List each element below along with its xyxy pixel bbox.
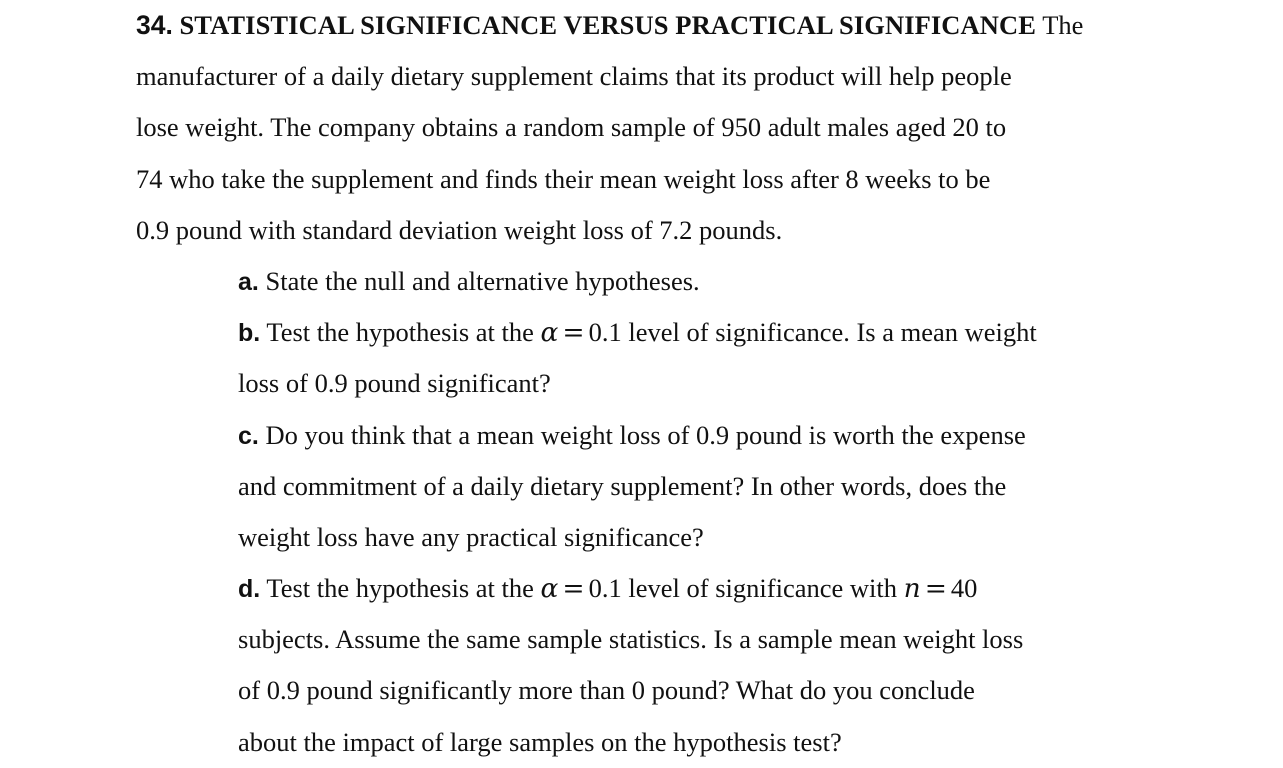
part-d-line-4: about the impact of large samples on the hypothesis test? <box>238 726 842 757</box>
part-d-text-mid: 0.1 level of significance with <box>588 573 897 604</box>
problem-intro-line-1 <box>136 0 1256 51</box>
part-c <box>136 410 1256 564</box>
part-a-text: State the null and alternative hypotheses. <box>265 265 700 296</box>
equals-sign: = <box>924 573 947 605</box>
part-b-text-pre: Test the hypothesis at the <box>266 317 534 348</box>
part-c-line-3: weight loss have any practical significance? <box>238 521 704 552</box>
intro-text-start: The <box>1042 10 1084 40</box>
part-d-line-2: subjects. Assume the same sample statistics. Is a sample mean weight loss <box>238 624 1024 655</box>
part-a <box>136 256 1256 307</box>
problem-intro-line-3: lose weight. The company obtains a random sample of 950 adult males aged 20 to <box>136 112 1007 143</box>
part-c-line-2: and commitment of a daily dietary supplement? In other words, does the <box>238 470 1007 501</box>
part-b-text-post: 0.1 level of significance. Is a mean weight <box>588 317 1037 348</box>
part-c-text-1: Do you think that a mean weight loss of 0.9 pound is worth the expense <box>265 419 1026 450</box>
problem-intro-line-4: 74 who take the supplement and finds their mean weight loss after 8 weeks to be <box>136 163 991 194</box>
part-a-letter: a. <box>238 267 259 296</box>
equals-sign: = <box>562 317 585 349</box>
alpha-symbol: α <box>540 573 559 605</box>
part-d-line-1 <box>238 563 1256 614</box>
part-a-line <box>238 256 1256 307</box>
problem-number: 34. <box>136 10 173 40</box>
problem-intro-line-5: 0.9 pound with standard deviation weight loss of 7.2 pounds. <box>136 214 783 245</box>
part-c-letter: c. <box>238 421 259 450</box>
problem-heading: STATISTICAL SIGNIFICANCE VERSUS PRACTICAL SIGNIFICANCE <box>179 10 1037 40</box>
part-d-text-post: 40 <box>950 573 978 604</box>
equals-sign: = <box>562 573 585 605</box>
part-b-letter: b. <box>238 319 261 348</box>
problem-intro-line-2: manufacturer of a daily dietary supplement claims that its product will help people <box>136 61 1012 92</box>
n-symbol: n <box>903 573 921 605</box>
part-b-line-1 <box>238 307 1256 358</box>
part-d-line-3: of 0.9 pound significantly more than 0 pound? What do you conclude <box>238 675 975 706</box>
part-b <box>136 307 1256 409</box>
part-d <box>136 563 1256 768</box>
part-b-line-2: loss of 0.9 pound significant? <box>238 368 551 399</box>
alpha-symbol: α <box>540 317 559 349</box>
problem-34 <box>136 0 1256 768</box>
part-d-text-pre: Test the hypothesis at the <box>266 573 534 604</box>
part-c-line-1 <box>238 410 1256 461</box>
part-d-letter: d. <box>238 575 261 604</box>
